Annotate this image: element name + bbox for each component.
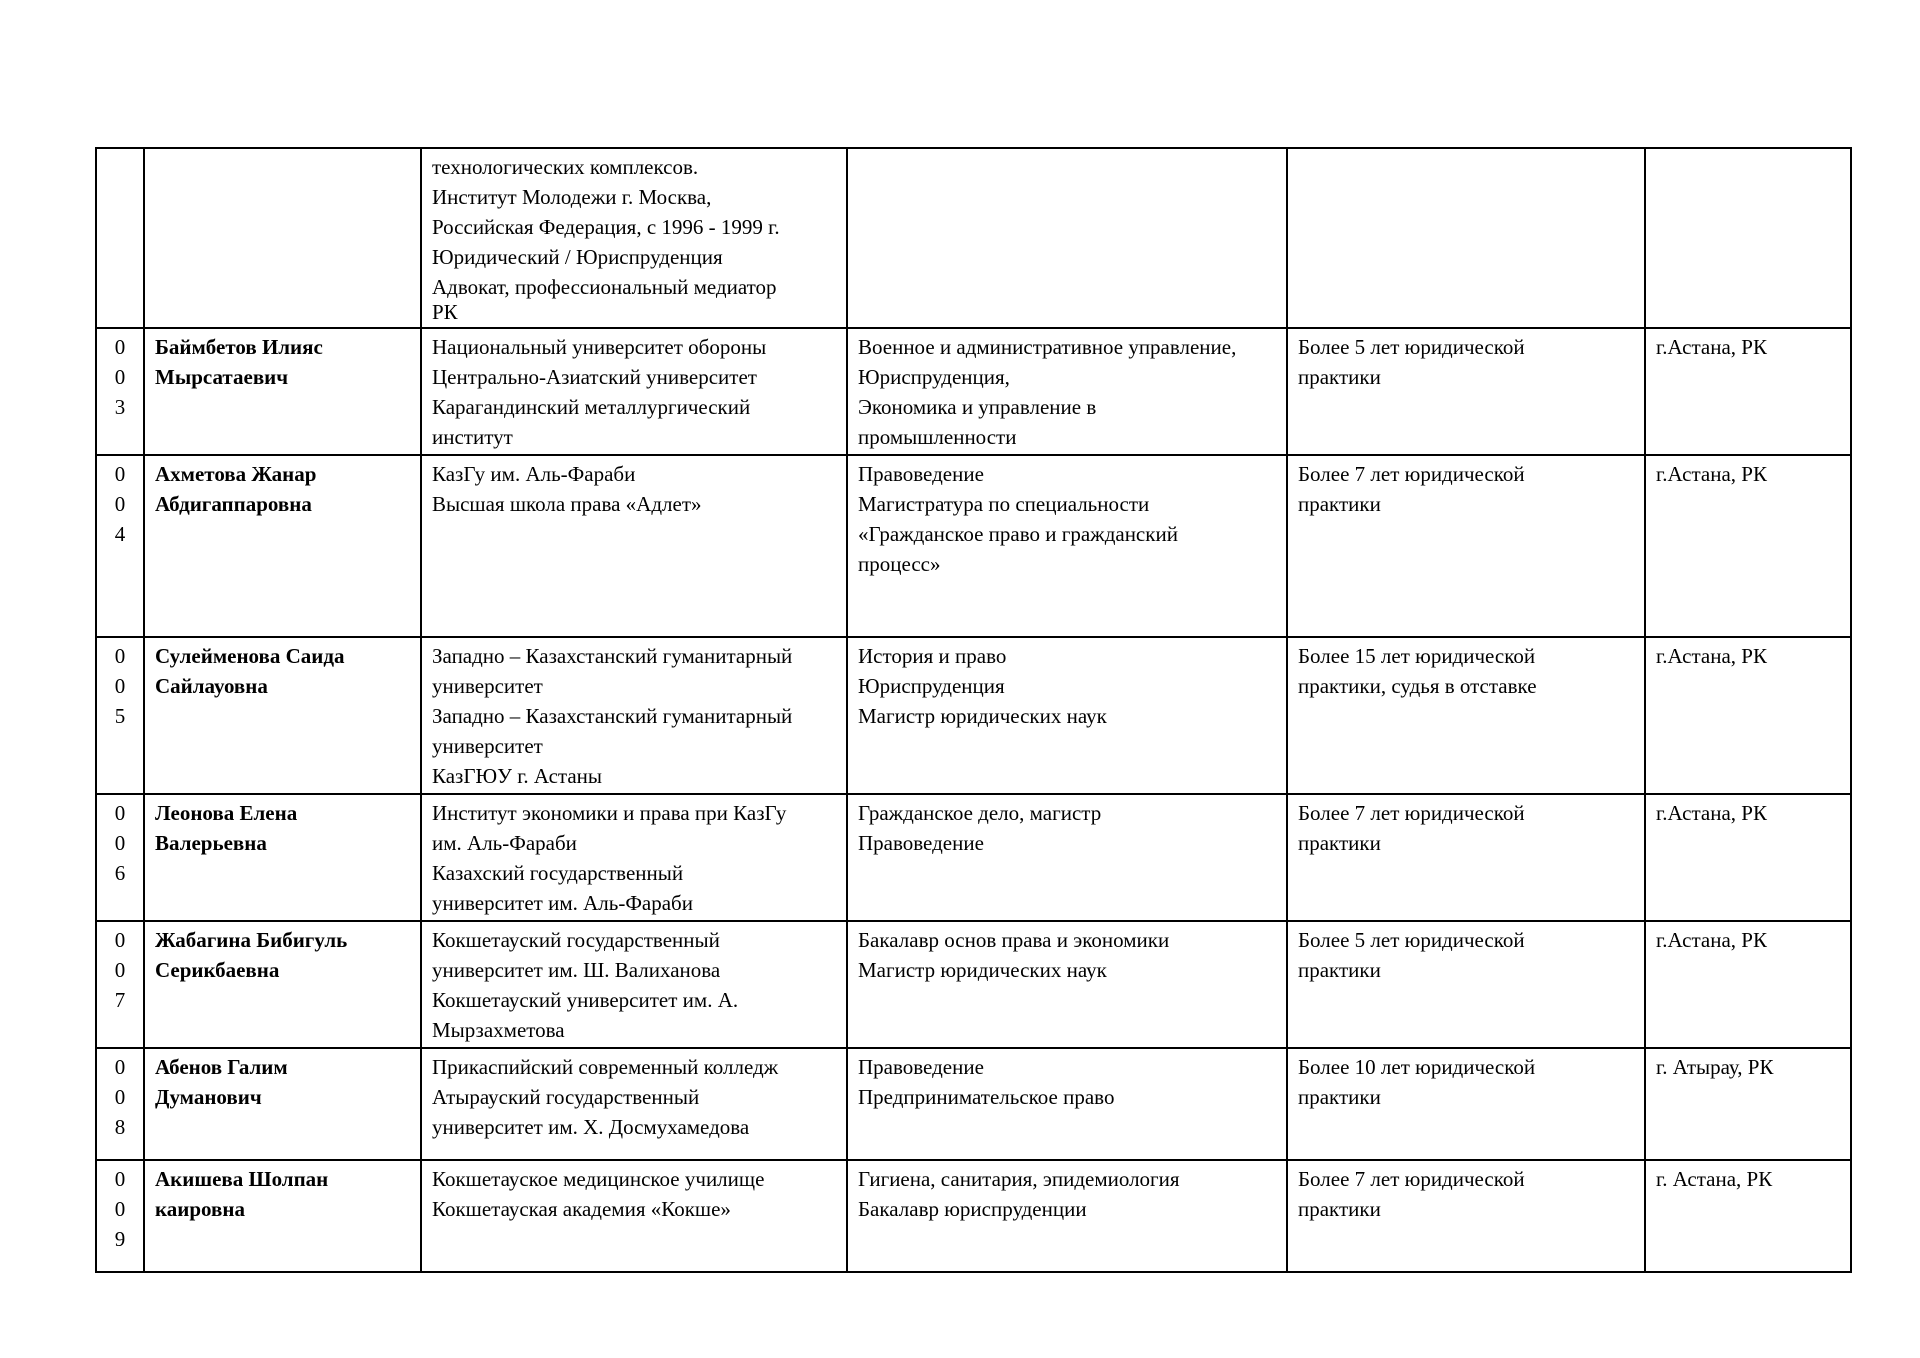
education-line: Мырзахметова [432,1018,565,1042]
education-line: Институт Молодежи г. Москва, [432,185,712,209]
specialty-line: Магистр юридических наук [858,958,1107,982]
education-line: РК [432,300,458,324]
specialty-line: процесс» [858,552,941,576]
education-line: КазГу им. Аль-Фараби [432,462,636,486]
city-text: г.Астана, РК [1656,801,1767,825]
row-number-digit: 3 [114,395,126,419]
row-number-cell [96,637,144,794]
specialty-line: Гигиена, санитария, эпидемиология [858,1167,1180,1191]
city-cell [1645,455,1851,637]
city-text: г. Астана, РК [1656,1167,1773,1191]
experience-cell [1287,1048,1645,1160]
education-cell [421,1160,847,1272]
row-number-cell [96,1048,144,1160]
row-number-digit: 0 [114,644,126,668]
experience-cell [1287,794,1645,921]
specialty-cell [847,1048,1287,1160]
education-line: Юридический / Юриспруденция [432,245,723,269]
city-text: г.Астана, РК [1656,335,1767,359]
specialty-cell [847,1160,1287,1272]
experience-line: Более 10 лет юридической [1298,1055,1536,1079]
specialty-line: Правоведение [858,462,984,486]
row-number-cell [96,1160,144,1272]
row-number-digit: 0 [114,928,126,952]
table-row [96,148,1851,328]
mediator-name-line: каировна [155,1197,245,1221]
education-line: Национальный университет обороны [432,335,767,359]
mediator-name-cell [144,148,421,328]
education-cell [421,794,847,921]
education-line: Западно – Казахстанский гуманитарный [432,644,793,668]
mediator-name-cell [144,921,421,1048]
row-number-digit: 0 [114,462,126,486]
row-number-digit: 7 [114,988,126,1012]
experience-line: Более 7 лет юридической [1298,801,1525,825]
table-row [96,1048,1851,1160]
city-text: г.Астана, РК [1656,644,1767,668]
mediator-name-line: Валерьевна [155,831,267,855]
row-number-digit: 0 [114,335,126,359]
specialty-cell [847,921,1287,1048]
row-number-digit: 0 [114,1055,126,1079]
table-row [96,794,1851,921]
education-line: Высшая школа права «Адлет» [432,492,702,516]
row-number-digit: 4 [114,522,126,546]
education-line: Институт экономики и права при КазГу [432,801,787,825]
education-line: Атырауский государственный [432,1085,700,1109]
table-row [96,637,1851,794]
experience-line: практики [1298,1085,1381,1109]
education-line: КазГЮУ г. Астаны [432,764,602,788]
education-line: Кокшетауский государственный [432,928,720,952]
mediator-name-line: Думанович [155,1085,262,1109]
specialty-line: Правоведение [858,831,984,855]
education-line: университет им. Х. Досмухамедова [432,1115,750,1139]
row-number-cell [96,148,144,328]
row-number-cell [96,328,144,455]
education-line: университет [432,734,543,758]
specialty-line: Правоведение [858,1055,984,1079]
specialty-line: Предпринимательское право [858,1085,1115,1109]
row-number-digit: 0 [114,674,126,698]
mediator-name-cell [144,637,421,794]
mediator-name-line: Абдигаппаровна [155,492,312,516]
experience-cell [1287,1160,1645,1272]
specialty-line: Гражданское дело, магистр [858,801,1102,825]
mediator-name-cell [144,328,421,455]
row-number-digit: 0 [114,1197,126,1221]
specialty-cell [847,637,1287,794]
specialty-cell [847,794,1287,921]
city-text: г. Атырау, РК [1656,1055,1774,1079]
row-number-digit: 5 [114,704,126,728]
city-cell [1645,637,1851,794]
education-line: технологических комплексов. [432,155,699,179]
specialty-cell [847,148,1287,328]
table-row [96,921,1851,1048]
table-row [96,455,1851,637]
education-cell [421,455,847,637]
mediator-name-cell [144,1048,421,1160]
specialty-cell [847,328,1287,455]
city-cell [1645,148,1851,328]
experience-line: Более 5 лет юридической [1298,928,1525,952]
experience-cell [1287,637,1645,794]
mediator-name-line: Серикбаевна [155,958,280,982]
education-line: Кокшетауская академия «Кокше» [432,1197,731,1221]
specialty-line: История и право [858,644,1007,668]
experience-cell [1287,328,1645,455]
mediator-name-line: Леонова Елена [155,801,298,825]
education-line: Кокшетауский университет им. А. [432,988,739,1012]
city-cell [1645,328,1851,455]
specialty-line: Юриспруденция [858,674,1005,698]
table-body [96,148,1851,1272]
mediator-name-line: Баймбетов Илияс [155,335,323,359]
experience-cell [1287,921,1645,1048]
experience-line: практики [1298,958,1381,982]
row-number-cell [96,455,144,637]
row-number-digit: 0 [114,801,126,825]
experience-cell [1287,455,1645,637]
education-cell [421,148,847,328]
experience-line: практики [1298,831,1381,855]
row-number-digit: 6 [114,861,126,885]
experience-line: Более 15 лет юридической [1298,644,1536,668]
specialty-line: Военное и административное управление, [858,335,1237,359]
mediator-name-line: Абенов Галим [155,1055,288,1079]
row-number-digit: 0 [114,831,126,855]
experience-line: практики [1298,1197,1381,1221]
mediator-name-cell [144,1160,421,1272]
education-cell [421,637,847,794]
row-number-cell [96,794,144,921]
education-line: Карагандинский металлургический [432,395,751,419]
education-line: университет им. Ш. Валиханова [432,958,721,982]
city-cell [1645,1048,1851,1160]
city-cell [1645,1160,1851,1272]
row-number-digit: 8 [114,1115,126,1139]
specialty-cell [847,455,1287,637]
row-number-digit: 9 [114,1227,126,1251]
city-text: г.Астана, РК [1656,462,1767,486]
experience-cell [1287,148,1645,328]
specialty-line: промышленности [858,425,1017,449]
row-number-digit: 0 [114,1167,126,1191]
specialty-line: Бакалавр юриспруденции [858,1197,1087,1221]
mediator-name-line: Мырсатаевич [155,365,289,389]
mediator-name-line: Акишева Шолпан [155,1167,329,1191]
education-line: институт [432,425,513,449]
education-line: Центрально-Азиатский университет [432,365,757,389]
education-line: Российская Федерация, с 1996 - 1999 г. [432,215,780,239]
specialty-line: Экономика и управление в [858,395,1097,419]
experience-line: Более 5 лет юридической [1298,335,1525,359]
specialty-line: Юриспруденция, [858,365,1010,389]
city-text: г.Астана, РК [1656,928,1767,952]
education-cell [421,1048,847,1160]
specialty-line: Бакалавр основ права и экономики [858,928,1170,952]
specialty-line: Магистратура по специальности [858,492,1150,516]
education-cell [421,328,847,455]
education-cell [421,921,847,1048]
mediator-name-line: Сулейменова Саида [155,644,345,668]
education-line: Адвокат, профессиональный медиатор [432,275,777,299]
experience-line: Более 7 лет юридической [1298,462,1525,486]
row-number-digit: 0 [114,958,126,982]
experience-line: практики, судья в отставке [1298,674,1537,698]
mediator-registry-table [95,147,1852,1273]
education-line: Западно – Казахстанский гуманитарный [432,704,793,728]
mediator-name-line: Жабагина Бибигуль [155,928,348,952]
table-row [96,1160,1851,1272]
table-row [96,328,1851,455]
education-line: Казахский государственный [432,861,684,885]
education-line: Кокшетауское медицинское училище [432,1167,765,1191]
mediator-name-cell [144,794,421,921]
row-number-digit: 0 [114,492,126,516]
specialty-line: Магистр юридических наук [858,704,1107,728]
mediator-name-cell [144,455,421,637]
education-line: им. Аль-Фараби [432,831,577,855]
experience-line: практики [1298,492,1381,516]
education-line: университет им. Аль-Фараби [432,891,693,915]
mediator-name-line: Ахметова Жанар [155,462,317,486]
experience-line: Более 7 лет юридической [1298,1167,1525,1191]
mediator-name-line: Сайлауовна [155,674,268,698]
city-cell [1645,921,1851,1048]
education-line: университет [432,674,543,698]
education-line: Прикаспийский современный колледж [432,1055,779,1079]
row-number-digit: 0 [114,1085,126,1109]
specialty-line: «Гражданское право и гражданский [858,522,1178,546]
row-number-cell [96,921,144,1048]
row-number-digit: 0 [114,365,126,389]
city-cell [1645,794,1851,921]
experience-line: практики [1298,365,1381,389]
